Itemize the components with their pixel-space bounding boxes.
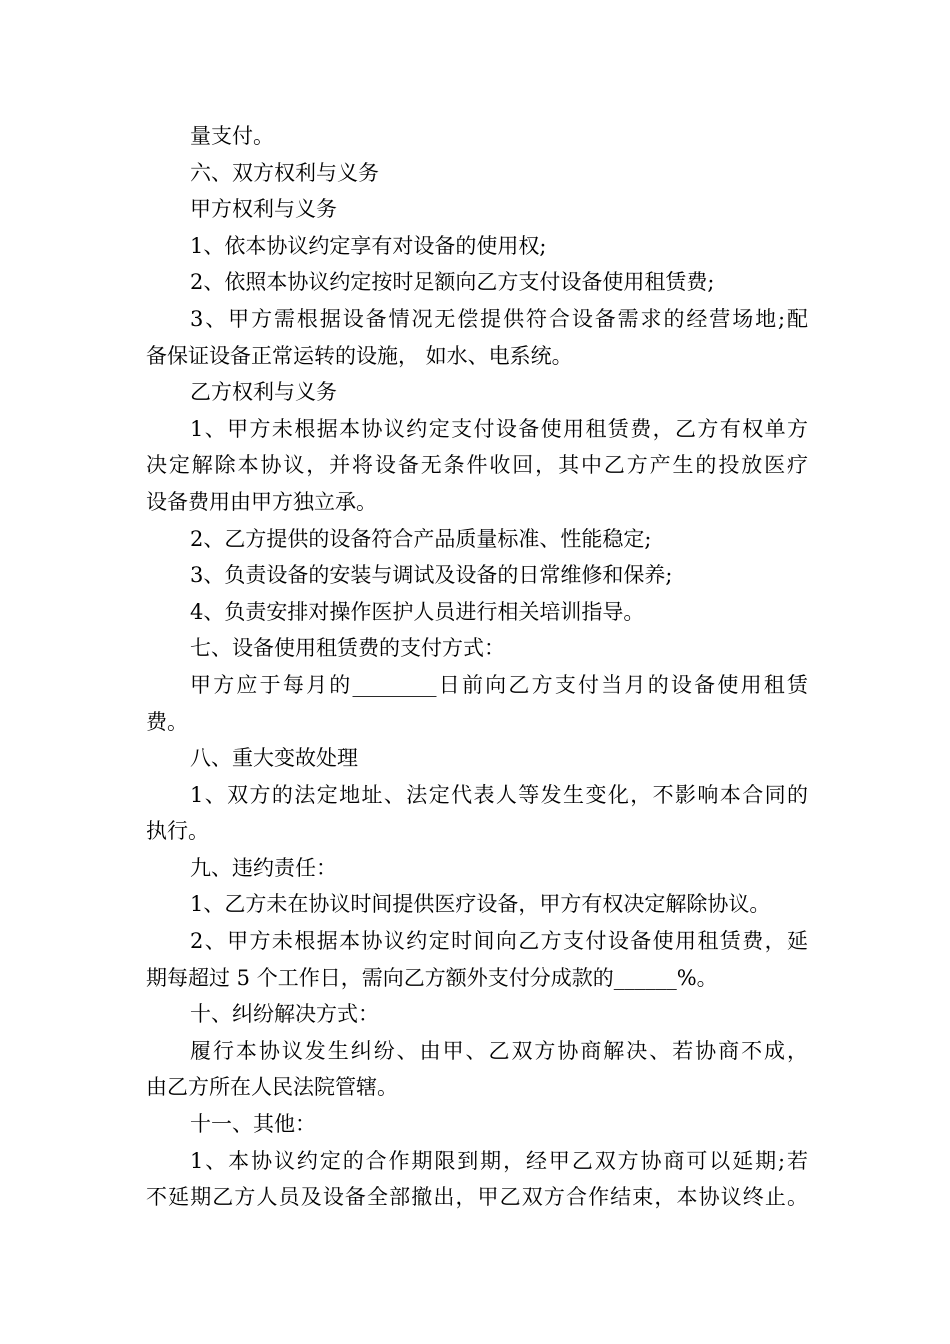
text-line: 量支付。: [190, 124, 274, 148]
text-line: 1、依本协议约定享有对设备的使用权;: [190, 233, 547, 258]
text-line: 设备费用由甲方独立承。: [146, 489, 377, 514]
text-line: 六、双方权利与义务: [190, 160, 379, 185]
text-line: 备保证设备正常运转的设施， 如水、电系统。: [146, 343, 573, 368]
text-line: 1、乙方未在协议时间提供医疗设备，甲方有权决定解除协议。: [190, 892, 771, 917]
text-line: 七、设备使用租赁费的支付方式：: [190, 636, 505, 661]
text-line: 1、甲方未根据本协议约定支付设备使用租赁费，乙方有权单方: [190, 416, 808, 441]
text-line: 2、乙方提供的设备符合产品质量标准、性能稳定;: [190, 526, 652, 551]
text-line: 决定解除本协议，并将设备无条件收回，其中乙方产生的投放医疗: [146, 453, 808, 478]
text-line: 由乙方所在人民法院管辖。: [146, 1075, 398, 1100]
text-line: 十、纠纷解决方式：: [190, 1002, 379, 1027]
text-line: 十一、其他：: [190, 1112, 316, 1137]
text-line: 执行。: [146, 819, 209, 844]
text-line: 期每超过 5 个工作日，需向乙方额外支付分成款的______%。: [146, 965, 718, 990]
text-line: 3、负责设备的安装与调试及设备的日常维修和保养;: [190, 563, 673, 588]
text-line: 履行本协议发生纠纷、由甲、乙双方协商解决、若协商不成，: [190, 1038, 808, 1063]
text-line: 1、双方的法定地址、法定代表人等发生变化，不影响本合同的: [190, 782, 808, 807]
text-line: 费。: [146, 709, 188, 734]
text-line: 九、违约责任：: [190, 855, 337, 880]
text-line: 3、甲方需根据设备情况无偿提供符合设备需求的经营场地;配: [190, 306, 808, 331]
text-line: 2、依照本协议约定按时足额向乙方支付设备使用租赁费;: [190, 270, 715, 295]
text-line: 1、本协议约定的合作期限到期，经甲乙双方协商可以延期;若: [190, 1148, 808, 1173]
document-page: [146, 118, 808, 1216]
text-line: 乙方权利与义务: [190, 380, 337, 405]
text-line: 甲方应于每月的________日前向乙方支付当月的设备使用租赁: [190, 672, 808, 697]
text-line: 甲方权利与义务: [190, 197, 337, 222]
text-line: 2、甲方未根据本协议约定时间向乙方支付设备使用租赁费，延: [190, 929, 808, 954]
text-line: 不延期乙方人员及设备全部撤出，甲乙双方合作结束，本协议终止。: [146, 1185, 808, 1210]
text-line: 八、重大变故处理: [190, 746, 358, 771]
text-line: 4、负责安排对操作医护人员进行相关培训指导。: [190, 599, 645, 624]
